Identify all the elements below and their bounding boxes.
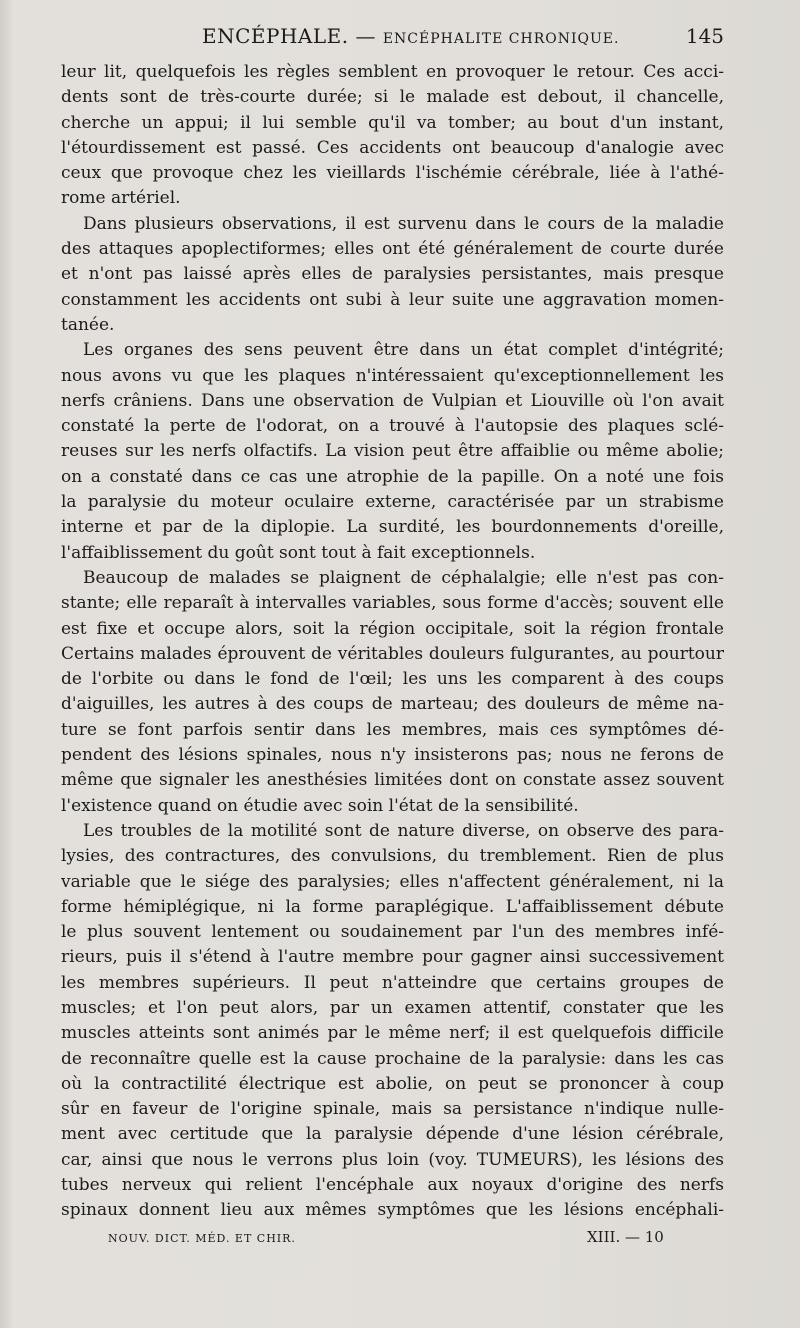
paragraph — [61, 212, 724, 338]
text-line: rieurs, puis il s'étend à l'autre membre pour gagner ainsi successivement — [61, 947, 724, 968]
text-line: où la contractilité électrique est abolie, on peut se prononcer à coup — [61, 1073, 724, 1094]
text-line: interne et par de la diplopie. La surdité, les bourdonnements d'oreille, — [61, 517, 724, 538]
text-line: l'étourdissement est passé. Ces accidents ont beaucoup d'analogie avec — [61, 137, 724, 158]
text-line: l'existence quand on étudie avec soin l'état de la sensibilité. — [61, 795, 579, 816]
text-line: spinaux donnent lieu aux mêmes symptômes que les lésions encéphali- — [61, 1200, 724, 1221]
running-header — [60, 22, 724, 52]
text-line: Dans plusieurs observations, il est survenu dans le cours de la maladie — [83, 213, 724, 234]
text-line: stante; elle reparaît à intervalles variables, sous forme d'accès; souvent elle — [61, 593, 724, 614]
text-line: Beaucoup de malades se plaignent de céphalalgie; elle n'est pas con- — [83, 567, 724, 588]
text-line: muscles atteints sont animés par le même nerf; il est quelquefois difficile — [61, 1023, 724, 1044]
text-line: tubes nerveux qui relient l'encéphale aux noyaux d'origine des nerfs — [61, 1175, 724, 1196]
text-line: tanée. — [61, 314, 115, 335]
text-line: Les troubles de la motilité sont de nature diverse, on observe des para- — [83, 820, 724, 841]
text-line: la paralysie du moteur oculaire externe, caractérisée par un strabisme — [61, 492, 724, 513]
text-line: de l'orbite ou dans le fond de l'œil; les uns les comparent à des coups — [61, 669, 724, 690]
text-line: constamment les accidents ont subi à leur suite une aggravation momen- — [61, 289, 724, 310]
text-line: variable que le siége des paralysies; elles n'affectent généralement, ni la — [61, 871, 724, 892]
text-line: ture se font parfois sentir dans les membres, mais ces symptômes dé- — [61, 719, 724, 740]
text-line: pendent des lésions spinales, nous n'y insisterons pas; nous ne ferons de — [61, 745, 724, 766]
text-line: les membres supérieurs. Il peut n'atteindre que certains groupes de — [61, 972, 724, 993]
text-line: l'affaiblissement du goût sont tout à fait exceptionnels. — [61, 542, 536, 563]
text-line: sûr en faveur de l'origine spinale, mais sa persistance n'indique nulle- — [61, 1099, 724, 1120]
text-line: cherche un appui; il lui semble qu'il va tomber; au bout d'un instant, — [61, 112, 724, 133]
text-line: des attaques apoplectiformes; elles ont été généralement de courte durée — [61, 239, 724, 260]
text-line: dents sont de très-courte durée; si le malade est debout, il chancelle, — [61, 87, 724, 108]
signature-mark-right: XIII. — 10 — [587, 1228, 664, 1246]
text-line: forme hémiplégique, ni la forme paraplégique. L'affaiblissement débute — [61, 896, 724, 917]
text-line: Les organes des sens peuvent être dans un état complet d'intégrité; — [83, 340, 724, 361]
text-line: reuses sur les nerfs olfactifs. La vision peut être affaiblie ou même abolie; — [61, 441, 724, 462]
text-line: même que signaler les anesthésies limitées dont on constate assez souvent — [61, 770, 724, 791]
text-line: leur lit, quelquefois les règles semblent en provoquer le retour. Ces acci- — [61, 62, 724, 82]
paragraph — [61, 60, 724, 212]
text-line: lysies, des contractures, des convulsions, du tremblement. Rien de plus — [61, 846, 724, 867]
text-line: est fixe et occupe alors, soit la région occipitale, soit la région frontale — [61, 618, 724, 639]
text-line: le plus souvent lentement ou soudainement par l'un des membres infé- — [61, 922, 724, 943]
page-number: 145 — [685, 24, 724, 48]
text-line: de reconnaître quelle est la cause prochaine de la paralysie: dans les cas — [61, 1048, 724, 1069]
text-line: nous avons vu que les plaques n'intéressaient qu'exceptionnellement les — [61, 365, 724, 386]
text-line: ceux que provoque chez les vieillards l'ischémie cérébrale, liée à l'athé- — [61, 163, 724, 184]
text-line: Certains malades éprouvent de véritables douleurs fulgurantes, au pourtour — [61, 643, 724, 664]
text-line: muscles; et l'on peut alors, par un examen attentif, constater que les — [61, 997, 724, 1018]
signature-mark-left: NOUV. DICT. MÉD. ET CHIR. — [108, 1232, 296, 1245]
paragraph — [61, 819, 724, 1224]
text-line: d'aiguilles, les autres à des coups de marteau; des douleurs de même na- — [61, 694, 724, 715]
body-text — [61, 60, 724, 1224]
paragraph — [61, 566, 724, 819]
text-line: on a constaté dans ce cas une atrophie de la papille. On a noté une fois — [61, 466, 724, 487]
running-title-sub: ENCÉPHALITE CHRONIQUE. — [382, 31, 620, 47]
text-line: nerfs crâniens. Dans une observation de Vulpian et Liouville où l'on avait — [61, 390, 724, 411]
text-line: rome artériel. — [61, 188, 181, 209]
running-title — [202, 24, 619, 48]
signature-footer — [60, 1228, 724, 1250]
text-line: constaté la perte de l'odorat, on a trouvé à l'autopsie des plaques sclé- — [61, 416, 724, 437]
paragraph — [61, 338, 724, 566]
text-line: car, ainsi que nous le verrons plus loin (voy. TUMEURS), les lésions des — [61, 1149, 724, 1170]
text-line: ment avec certitude que la paralysie dépende d'une lésion cérébrale, — [61, 1124, 724, 1145]
text-line: et n'ont pas laissé après elles de paralysies persistantes, mais presque — [61, 264, 724, 285]
running-title-main: ENCÉPHALE. — — [202, 24, 376, 48]
